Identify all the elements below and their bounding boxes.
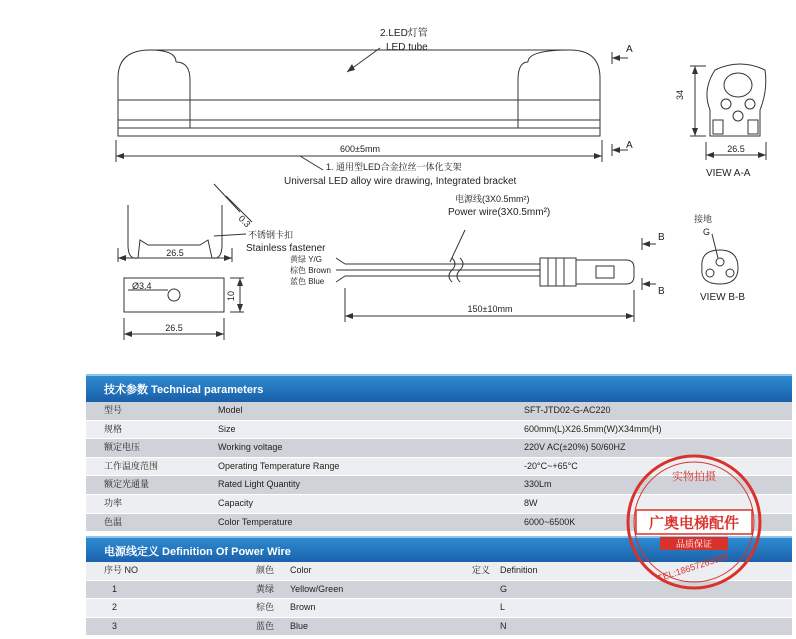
- tech-param-cn: 功率: [104, 497, 123, 508]
- wire-no: 3: [112, 620, 118, 631]
- clip-height-dimension: 10: [226, 290, 236, 302]
- thickness-dimension: 0.3: [236, 213, 253, 230]
- tech-param-cn: 色温: [104, 516, 123, 527]
- tech-param-en: Capacity: [218, 497, 254, 508]
- view-b-label: VIEW B-B: [700, 292, 746, 303]
- section-mark-a-bottom: A: [626, 140, 633, 151]
- section-mark-a-top: A: [626, 44, 633, 55]
- wire-yg-label: 黄绿 Y/G: [290, 255, 323, 264]
- stamp-company-name: 广奥电梯配件: [648, 515, 740, 532]
- power-wire-row: [86, 618, 792, 637]
- cord-length-dimension: 150±10mm: [467, 304, 513, 314]
- wire-label-en: Power wire(3X0.5mm²): [448, 207, 551, 218]
- tech-param-cn: 型号: [104, 405, 123, 415]
- tech-param-en: Size: [218, 423, 236, 434]
- tech-param-value: 600mm(L)X26.5mm(W)X34mm(H): [524, 423, 662, 434]
- authenticity-stamp: [624, 452, 764, 592]
- ground-label-cn: 接地: [694, 214, 713, 224]
- tech-param-cn: 额定电压: [104, 442, 141, 453]
- tech-params-header: 技术参数 Technical parameters: [86, 374, 792, 402]
- view-a-label: VIEW A-A: [706, 168, 751, 179]
- tech-param-cn: 规格: [104, 423, 123, 434]
- wire-no: 1: [112, 583, 118, 594]
- tube-label-cn: 2.LED灯管: [380, 28, 428, 39]
- wire-definition: N: [500, 620, 507, 631]
- fastener-label-cn: 不锈钢卡扣: [248, 230, 294, 240]
- wire-color-cn: 棕色: [256, 602, 275, 613]
- wire-label-cn: 电源线(3X0.5mm²): [455, 194, 530, 204]
- view-a-width-dimension: 26.5: [727, 144, 745, 154]
- wire-no: 2: [112, 602, 118, 613]
- power-wire-row: [86, 599, 792, 618]
- wire-definition: G: [500, 583, 508, 594]
- header-no: 序号 NO: [104, 565, 139, 575]
- fastener-label-en: Stainless fastener: [246, 243, 326, 254]
- wire-color-cn: 蓝色: [256, 620, 275, 631]
- tech-param-en: Operating Temperature Range: [218, 460, 340, 471]
- tech-param-value: 330Lm: [524, 479, 552, 490]
- bracket-label-en: Universal LED alloy wire drawing, Integrated bracket: [284, 176, 517, 187]
- clip-width-dimension: 26.5: [165, 323, 183, 333]
- header-color-cn: 颜色: [256, 565, 275, 575]
- tech-param-value: -20°C~+65°C: [524, 460, 578, 471]
- tech-param-row: [86, 421, 792, 440]
- wire-brown-label: 棕色 Brown: [290, 266, 331, 275]
- stamp-quality-banner: 品质保证: [675, 539, 713, 549]
- tech-param-row: [86, 402, 792, 421]
- wire-color-en: Yellow/Green: [290, 583, 344, 594]
- wire-definition: L: [500, 602, 506, 613]
- profile-width-dimension: 26.5: [166, 248, 184, 258]
- stamp-phone: TEL:18657265085: [656, 550, 730, 584]
- tech-param-en: Working voltage: [218, 442, 283, 453]
- wire-blue-label: 蓝色 Blue: [290, 277, 325, 286]
- wire-color-cn: 黄绿: [256, 583, 275, 594]
- ground-label-g: G: [703, 227, 711, 237]
- height-dimension: 34: [675, 89, 685, 100]
- bracket-label-cn: 1. 通用型LED合金拉丝一体化支架: [326, 162, 462, 172]
- tech-param-value: 8W: [524, 497, 538, 508]
- tech-param-en: Rated Light Quantity: [218, 479, 301, 490]
- length-dimension: 600±5mm: [340, 144, 380, 154]
- tech-param-value: SFT-JTD02-G-AC220: [524, 405, 611, 415]
- stamp-top-text: 实物拍摄: [672, 471, 716, 483]
- wire-color-en: Brown: [290, 602, 316, 613]
- tech-param-cn: 工作温度范围: [104, 460, 159, 471]
- section-mark-b-top: B: [658, 232, 665, 243]
- tech-param-en: Model: [218, 405, 243, 415]
- tech-param-value: 220V AC(±20%) 50/60HZ: [524, 442, 626, 453]
- header-def-en: Definition: [500, 565, 538, 575]
- wire-color-en: Blue: [290, 620, 309, 631]
- hole-dimension: Ø3.4: [132, 281, 152, 291]
- tech-param-en: Color Temperature: [218, 516, 293, 527]
- tech-param-value: 6000~6500K: [524, 516, 576, 527]
- tube-label-en: LED tube: [386, 42, 428, 53]
- tech-param-cn: 额定光通量: [104, 479, 150, 490]
- power-wire-header: 电源线定义 Definition Of Power Wire: [86, 536, 792, 564]
- header-def-cn: 定义: [472, 565, 491, 575]
- section-mark-b-bottom: B: [658, 286, 665, 297]
- header-color-en: Color: [290, 565, 312, 575]
